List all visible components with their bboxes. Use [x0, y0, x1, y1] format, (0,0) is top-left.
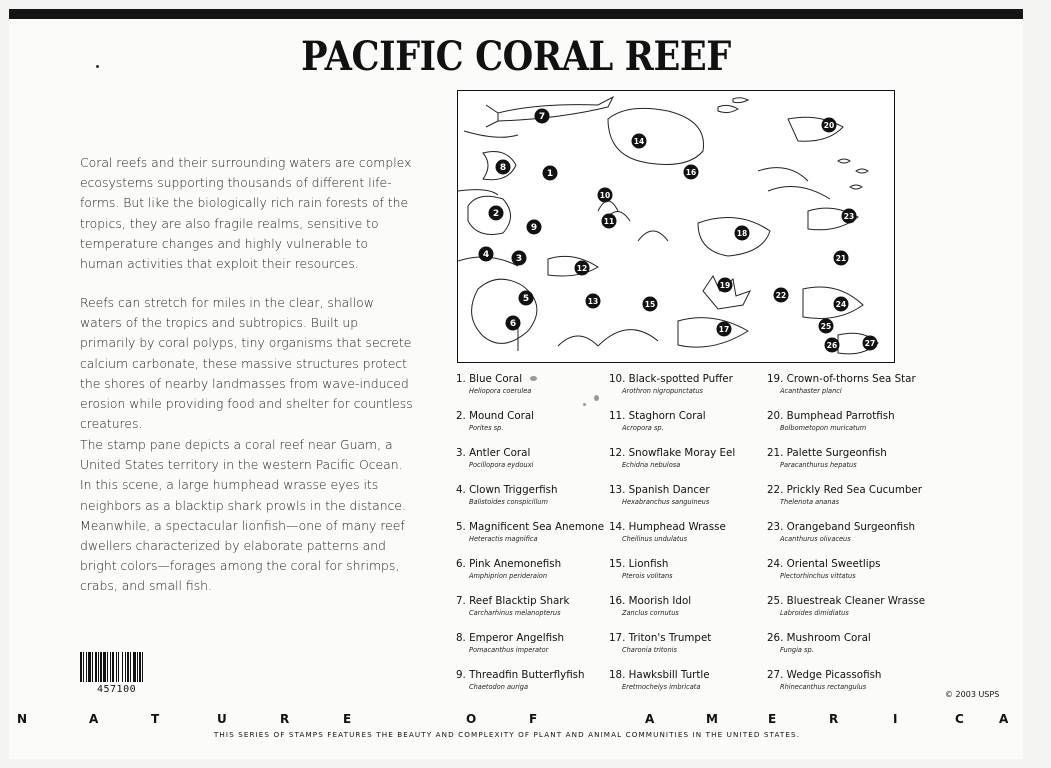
- species-name: 26. Mushroom Coral: [767, 632, 871, 644]
- species-name: 4. Clown Triggerfish: [456, 484, 558, 496]
- map-marker: [819, 319, 834, 334]
- species-name: 24. Oriental Sweetlips: [767, 558, 881, 570]
- legend-item: [609, 447, 779, 469]
- scientific-name: Cheilinus undulatus: [622, 535, 688, 543]
- map-marker-number: 14: [633, 137, 645, 146]
- species-name: 6. Pink Anemonefish: [456, 558, 562, 570]
- map-marker: [834, 251, 849, 266]
- map-marker: [842, 209, 857, 224]
- species-name: 14. Humphead Wrasse: [609, 521, 726, 533]
- legend-item: [767, 632, 937, 654]
- map-marker: [774, 288, 789, 303]
- legend-item: [456, 595, 626, 617]
- map-marker-number: 6: [509, 319, 517, 329]
- map-marker: [506, 316, 521, 331]
- map-marker-number: 16: [685, 168, 697, 177]
- legend-item: [767, 484, 937, 506]
- legend-item: [767, 595, 937, 617]
- species-name: 13. Spanish Dancer: [609, 484, 710, 496]
- legend-item: [456, 484, 626, 506]
- map-marker-number: 15: [644, 300, 656, 309]
- map-marker: [519, 291, 534, 306]
- scientific-name: Heliopora coerulea: [469, 387, 532, 395]
- series-name: [11, 712, 1011, 728]
- legend-item: [609, 521, 779, 543]
- legend-item: [609, 484, 779, 506]
- legend-item: [767, 410, 937, 432]
- map-marker-number: 9: [530, 223, 538, 233]
- reef-paragraph: Reefs can stretch for miles in the clear, shallow waters of the tropics and subtropics. Built up primarily by coral polyps, tiny organisms that secrete calcium carbonate, these massive structures protect the shores of nearby landmasses from wave-induced erosion while providing food and shelter for countless creatures.: [80, 295, 413, 432]
- map-marker-number: 5: [522, 294, 530, 304]
- copyright: © 2003 USPS: [945, 690, 1000, 699]
- species-name: 11. Staghorn Coral: [609, 410, 706, 422]
- legend-item: [609, 669, 779, 691]
- map-marker-number: 23: [843, 212, 855, 221]
- map-marker: [834, 297, 849, 312]
- species-name: 12. Snowflake Moray Eel: [609, 447, 736, 459]
- species-name: 15. Lionfish: [609, 558, 669, 570]
- map-marker-number: 2: [492, 209, 500, 219]
- species-name: 16. Moorish Idol: [609, 595, 692, 607]
- species-name: 10. Black-spotted Puffer: [609, 373, 733, 385]
- map-marker-number: 10: [599, 191, 611, 200]
- map-marker: [575, 261, 590, 276]
- map-marker-number: 24: [835, 300, 847, 309]
- series-letter: E: [343, 712, 352, 726]
- legend-item: [456, 632, 626, 654]
- stamp-pane-paragraph: The stamp pane depicts a coral reef near Guam, a United States territory in the western Pacific Ocean. In this scene, a large humphead wrasse eyes its neighbors as a blacktip shark prowls in the distance. Meanwhile, a spectacular lionfish—one of many reef dwellers characterized by elaborate patterns and bright colors—forages among the coral for shrimps, crabs, and small fish.: [80, 437, 406, 594]
- series-tagline: THIS SERIES OF STAMPS FEATURES THE BEAUTY AND COMPLEXITY OF PLANT AND ANIMAL COMMUNITIES IN THE UNITED STATES.: [213, 730, 801, 739]
- legend-item: [456, 447, 626, 469]
- map-marker: [527, 220, 542, 235]
- species-name: 8. Emperor Angelfish: [456, 632, 564, 644]
- legend-item: [456, 521, 626, 543]
- series-letter: N: [17, 712, 28, 726]
- species-name: 7. Reef Blacktip Shark: [456, 595, 570, 607]
- map-marker: [684, 165, 699, 180]
- intro-paragraph: Coral reefs and their surrounding waters are complex ecosystems supporting thousands of different life-forms. But like the biologically rich rain forests of the tropics, they are also fragile realms, sensitive to temperature changes and highly vulnerable to human activities that exploit their resources.: [80, 155, 412, 272]
- scientific-name: Pterois volitans: [622, 572, 673, 580]
- legend-item: [767, 669, 937, 691]
- map-marker-number: 18: [736, 229, 748, 238]
- top-border-bar: [9, 9, 1023, 19]
- map-marker: [643, 297, 658, 312]
- species-name: 2. Mound Coral: [456, 410, 535, 422]
- map-marker: [586, 294, 601, 309]
- series-letter: R: [280, 712, 290, 726]
- scientific-name: Paracanthurus hepatus: [780, 461, 857, 469]
- scientific-name: Porites sp.: [469, 424, 504, 432]
- map-marker: [543, 166, 558, 181]
- map-marker: [489, 206, 504, 221]
- legend-item: [456, 669, 626, 691]
- map-marker-number: 3: [515, 254, 523, 264]
- scientific-name: Amphiprion perideraion: [469, 572, 547, 580]
- map-marker: [496, 160, 511, 175]
- map-marker-number: 13: [587, 297, 599, 306]
- legend-item: [609, 373, 779, 395]
- scientific-name: Pomacanthus imperator: [469, 646, 549, 654]
- species-name: 1. Blue Coral: [456, 373, 523, 385]
- map-marker: [512, 251, 527, 266]
- map-marker-number: 7: [538, 112, 546, 122]
- scientific-name: Pocillopora eydouxi: [469, 461, 534, 469]
- species-name: 19. Crown-of-thorns Sea Star: [767, 373, 916, 385]
- legend-item: [456, 558, 626, 580]
- map-marker-number: 27: [864, 339, 876, 348]
- legend-item: [609, 595, 779, 617]
- series-letter: C: [955, 712, 964, 726]
- map-marker-number: 25: [820, 322, 832, 331]
- species-name: 23. Orangeband Surgeonfish: [767, 521, 916, 533]
- scientific-name: Charonia tritonis: [622, 646, 677, 654]
- series-letter: U: [217, 712, 227, 726]
- legend-item: [767, 373, 937, 395]
- series-letter: I: [893, 712, 898, 726]
- map-marker: [535, 109, 550, 124]
- legend-item: [609, 632, 779, 654]
- legend-item: [609, 558, 779, 580]
- series-letter: E: [768, 712, 777, 726]
- species-name: 17. Triton's Trumpet: [609, 632, 712, 644]
- map-marker-number: 22: [775, 291, 787, 300]
- species-name: 22. Prickly Red Sea Cucumber: [767, 484, 922, 496]
- map-marker: [632, 134, 647, 149]
- scientific-name: Echidna nebulosa: [622, 461, 681, 469]
- series-letter: T: [151, 712, 160, 726]
- species-name: 25. Bluestreak Cleaner Wrasse: [767, 595, 926, 607]
- scientific-name: Labroides dimidiatus: [780, 609, 849, 617]
- species-name: 27. Wedge Picassofish: [767, 669, 882, 681]
- stamp-pane-back: [9, 9, 1023, 759]
- scientific-name: Acropora sp.: [622, 424, 664, 432]
- barcode: [80, 652, 168, 686]
- series-letter: A: [645, 712, 655, 726]
- map-marker: [735, 226, 750, 241]
- map-marker: [718, 278, 733, 293]
- legend-item: [609, 410, 779, 432]
- series-letter: A: [89, 712, 99, 726]
- species-name: 9. Threadfin Butterflyfish: [456, 669, 585, 681]
- smudge-mark: [530, 376, 537, 381]
- map-marker-number: 1: [546, 169, 554, 179]
- map-marker: [598, 188, 613, 203]
- map-marker: [479, 247, 494, 262]
- barcode-number: 457100: [97, 684, 137, 695]
- map-marker-number: 26: [826, 341, 838, 350]
- map-marker: [822, 118, 837, 133]
- scientific-name: Acanthurus olivaceus: [780, 535, 851, 543]
- map-marker: [863, 336, 878, 351]
- smudge-mark: [583, 403, 586, 406]
- map-marker-number: 19: [719, 281, 731, 290]
- map-marker-number: 4: [482, 250, 490, 260]
- scientific-name: Carcharhinus melanopterus: [469, 609, 561, 617]
- map-marker-number: 17: [718, 325, 730, 334]
- map-marker: [825, 338, 840, 353]
- series-letter: O: [466, 712, 477, 726]
- map-marker: [602, 214, 617, 229]
- scientific-name: Chaetodon auriga: [469, 683, 528, 691]
- species-name: 3. Antler Coral: [456, 447, 531, 459]
- legend-item: [456, 410, 626, 432]
- scientific-name: Thelenota ananas: [780, 498, 840, 506]
- species-name: 20. Bumphead Parrotfish: [767, 410, 895, 422]
- map-marker-number: 8: [499, 163, 507, 173]
- scientific-name: Heteractis magnifica: [469, 535, 538, 543]
- series-letter: M: [706, 712, 718, 726]
- speck: [96, 65, 99, 68]
- scientific-name: Acanthaster planci: [780, 387, 842, 395]
- species-name: 5. Magnificent Sea Anemone: [456, 521, 605, 533]
- map-marker-number: 21: [835, 254, 847, 263]
- page-title: PACIFIC CORAL REEF: [301, 33, 731, 80]
- reef-key-illustration: [457, 90, 895, 363]
- map-marker-number: 20: [823, 121, 835, 130]
- legend-item: [767, 558, 937, 580]
- series-letter: F: [529, 712, 538, 726]
- map-marker-number: 11: [603, 217, 615, 226]
- scientific-name: Balistoides conspicillum: [469, 498, 548, 506]
- smudge-mark: [594, 395, 599, 401]
- legend-item: [767, 521, 937, 543]
- series-letter: R: [829, 712, 839, 726]
- series-letter: A: [999, 712, 1009, 726]
- scientific-name: Plectorhinchus vittatus: [780, 572, 856, 580]
- map-marker-number: 12: [576, 264, 588, 273]
- scientific-name: Bolbometopon muricatum: [780, 424, 867, 432]
- species-name: 21. Palette Surgeonfish: [767, 447, 887, 459]
- scientific-name: Zanclus cornutus: [622, 609, 679, 617]
- scientific-name: Arothron nigropunctatus: [622, 387, 703, 395]
- legend-item: [767, 447, 937, 469]
- scientific-name: Rhinecanthus rectangulus: [780, 683, 867, 691]
- scientific-name: Hexabranchus sanguineus: [622, 498, 710, 506]
- map-marker: [717, 322, 732, 337]
- species-name: 18. Hawksbill Turtle: [609, 669, 710, 681]
- legend-item: [456, 373, 626, 395]
- scientific-name: Fungia sp.: [780, 646, 814, 654]
- scientific-name: Eretmochelys imbricata: [622, 683, 701, 691]
